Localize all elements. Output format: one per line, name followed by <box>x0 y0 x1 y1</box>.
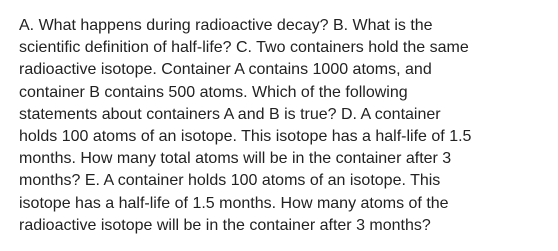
text-line: holds 100 atoms of an isotope. This isotope has a half-life of 1.5 <box>19 128 472 146</box>
text-line: scientific definition of half-life? C. Two containers hold the same <box>19 39 469 57</box>
text-line: isotope has a half-life of 1.5 months. How many atoms of the <box>19 194 449 212</box>
text-line: container B contains 500 atoms. Which of the following <box>19 83 408 101</box>
text-line: months? E. A container holds 100 atoms of an isotope. This <box>19 172 441 190</box>
text-line: radioactive isotope. Container A contains 1000 atoms, and <box>19 61 432 79</box>
text-line: statements about containers A and B is true? D. A container <box>19 105 441 123</box>
text-line: months. How many total atoms will be in the container after 3 <box>19 150 452 168</box>
text-line: radioactive isotope will be in the container after 3 months? <box>19 216 431 234</box>
text-line: A. What happens during radioactive decay? B. What is the <box>19 17 433 34</box>
question-text <box>19 15 548 237</box>
